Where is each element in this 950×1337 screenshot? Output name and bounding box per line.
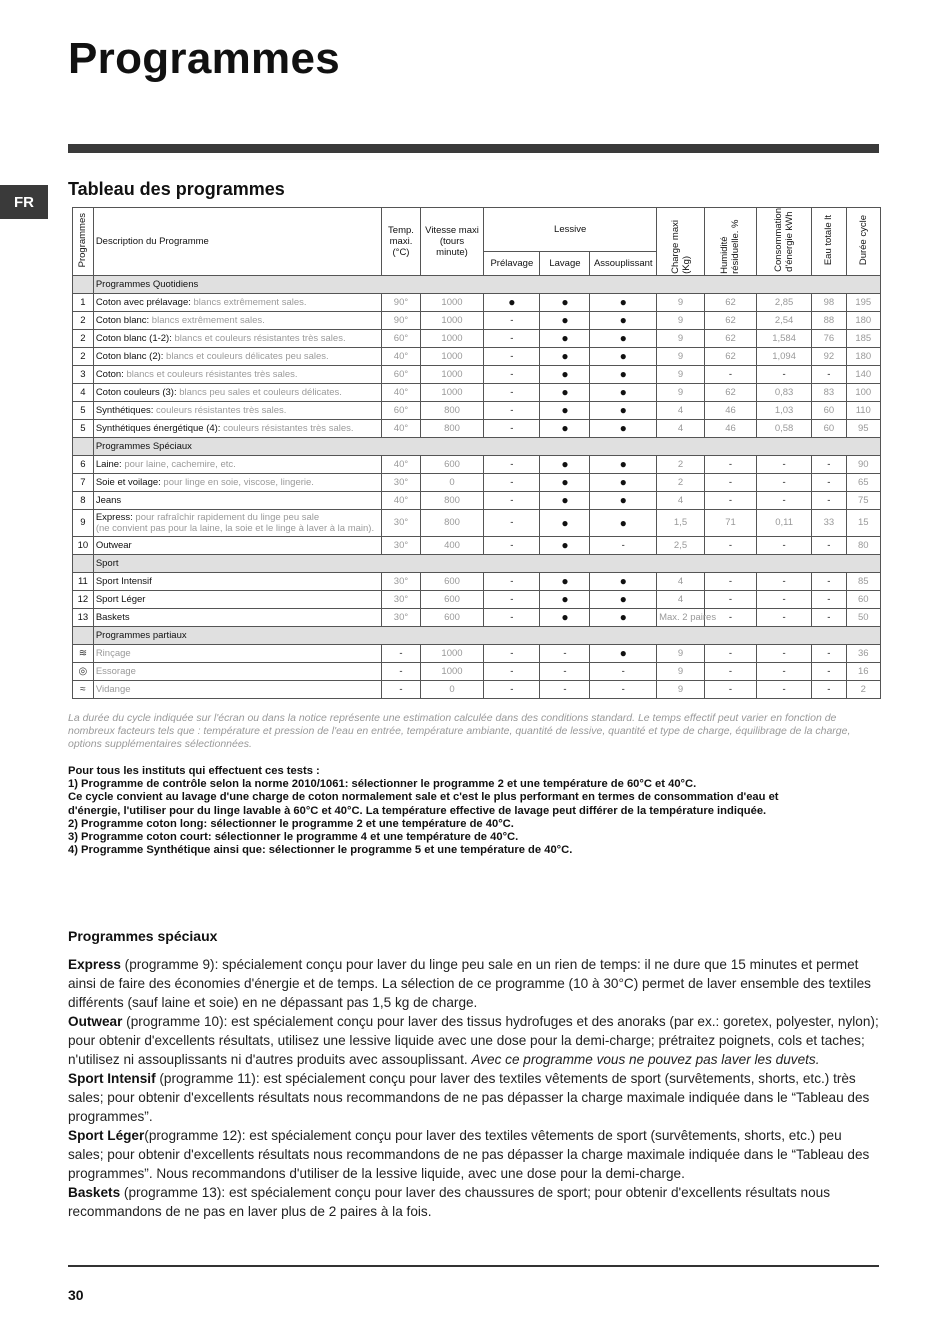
cell-conso: - <box>757 644 812 662</box>
col-lavage: Lavage <box>540 251 590 275</box>
cell-speed: 1000 <box>420 365 484 383</box>
test-line: 2) Programme coton long: sélectionner le programme 2 et une température de 40°C. <box>68 817 514 830</box>
cell-lav: ● <box>540 608 590 626</box>
cell-conso: 0,11 <box>757 509 812 536</box>
test-line: Ce cycle convient au lavage d'une charge de coton normalement sale et c'est le plus performant en termes de consommation d'eau et <box>68 791 779 804</box>
program-number: 2 <box>73 329 94 347</box>
cell-speed: 0 <box>420 680 484 698</box>
cell-temp: - <box>382 680 421 698</box>
test-line: Pour tous les instituts qui effectuent ces tests : <box>68 765 320 777</box>
cell-pre: - <box>484 536 540 554</box>
table-row <box>73 383 881 401</box>
cell-hum: - <box>704 473 756 491</box>
table-row <box>73 536 881 554</box>
table-row <box>73 311 881 329</box>
cell-temp: 40° <box>382 347 421 365</box>
cell-lav: ● <box>540 401 590 419</box>
cell-hum: - <box>704 455 756 473</box>
cell-duree: 90 <box>846 455 880 473</box>
cell-eau: - <box>812 590 846 608</box>
program-description: Laine: pour laine, cachemire, etc. <box>93 455 381 473</box>
cell-conso: 1,03 <box>757 401 812 419</box>
cell-temp: 40° <box>382 419 421 437</box>
cell-eau: - <box>812 455 846 473</box>
cell-pre: - <box>484 590 540 608</box>
cell-pre: - <box>484 311 540 329</box>
table-row <box>73 572 881 590</box>
program-description: Sport Léger <box>93 590 381 608</box>
cell-pre: - <box>484 401 540 419</box>
cell-ass: ● <box>590 644 657 662</box>
cell-ass: ● <box>590 365 657 383</box>
col-prelavage: Prélavage <box>484 251 540 275</box>
cell-speed: 600 <box>420 590 484 608</box>
specials-heading: Programmes spéciaux <box>68 928 218 944</box>
cell-duree: 80 <box>846 536 880 554</box>
table-row <box>73 680 881 698</box>
cell-lav: ● <box>540 365 590 383</box>
cell-duree: 180 <box>846 311 880 329</box>
table-row <box>73 491 881 509</box>
cell-pre: - <box>484 347 540 365</box>
cell-lav: ● <box>540 572 590 590</box>
program-description: Baskets <box>93 608 381 626</box>
col-programmes: Programmes <box>73 208 94 276</box>
cell-pre: - <box>484 662 540 680</box>
cell-conso: - <box>757 590 812 608</box>
table-row <box>73 608 881 626</box>
cell-temp: - <box>382 662 421 680</box>
cell-ass: ● <box>590 329 657 347</box>
cell-speed: 800 <box>420 401 484 419</box>
cell-speed: 600 <box>420 608 484 626</box>
cell-pre: - <box>484 644 540 662</box>
cell-hum: 46 <box>704 419 756 437</box>
program-number: 13 <box>73 608 94 626</box>
cell-eau: - <box>812 644 846 662</box>
cell-eau: 76 <box>812 329 846 347</box>
title-divider <box>68 144 879 153</box>
cell-hum: 62 <box>704 347 756 365</box>
program-number: 1 <box>73 293 94 311</box>
cell-conso: - <box>757 536 812 554</box>
cell-duree: 60 <box>846 590 880 608</box>
cell-ass: ● <box>590 347 657 365</box>
cell-conso: 1,584 <box>757 329 812 347</box>
special-item: Sport Léger(programme 12): est spécialement conçu pour laver des textiles vêtements de sport (survêtements, shorts, etc.) peu sales; pour obtenir d'excellents résultats nous recommandons de ne pas dépasser la charge maximale indiquée dans le “Tableau des programmes”. Nous recommandons d'utiliser de la lessive liquide, avec une dose pour la demi-charge. <box>68 1128 870 1181</box>
cell-charge: 9 <box>657 680 705 698</box>
special-item: Sport Intensif (programme 11): est spécialement conçu pour laver des textiles vêtements de sport (survêtements, shorts, etc.) très sales; pour obtenir d'excellents résultats nous recommandons de ne pas dépasser la charge maximale indiquée dans le “Tableau des programmes”. <box>68 1071 870 1124</box>
cell-pre: - <box>484 419 540 437</box>
cell-lav: ● <box>540 347 590 365</box>
cell-lav: ● <box>540 491 590 509</box>
col-charge: Charge maxi (Kg) <box>657 208 705 276</box>
special-item: Outwear (programme 10): est spécialement conçu pour laver des tissus hydrofuges et des anoraks (par ex.: goretex, polyester, nylon); pour obtenir d'excellents résultats, utilisez une lessive liquide avec une dose pour la demi-charge; prétraitez poignets, cols et taches; n'utilisez ni assouplissants ni d'autres produits avec assouplissant. Avec ce programme vous ne pouvez pas laver les duvets. <box>68 1014 879 1067</box>
cell-speed: 800 <box>420 419 484 437</box>
cell-eau: 98 <box>812 293 846 311</box>
table-row <box>73 365 881 383</box>
col-conso: Consommation d'énergie kWh <box>757 208 812 276</box>
program-description: Express: pour rafraîchir rapidement du linge peu sale (ne convient pas pour la laine, la soie et le linge à laver à la main). <box>93 509 381 536</box>
cell-ass: ● <box>590 455 657 473</box>
table-row <box>73 455 881 473</box>
table-row <box>73 401 881 419</box>
cell-eau: - <box>812 680 846 698</box>
program-number <box>73 662 94 680</box>
program-number: 6 <box>73 455 94 473</box>
cell-ass: - <box>590 680 657 698</box>
cell-duree: 75 <box>846 491 880 509</box>
section-row <box>73 437 881 455</box>
cell-charge: 9 <box>657 347 705 365</box>
cell-temp: 30° <box>382 572 421 590</box>
program-description: Vidange <box>93 680 381 698</box>
program-description: Coton avec prélavage: blancs extrêmement sales. <box>93 293 381 311</box>
cell-lav: ● <box>540 455 590 473</box>
cell-hum: 71 <box>704 509 756 536</box>
cell-temp: 90° <box>382 311 421 329</box>
program-description: Essorage <box>93 662 381 680</box>
table-row <box>73 662 881 680</box>
cell-pre: ● <box>484 293 540 311</box>
cell-eau: - <box>812 473 846 491</box>
cell-conso: - <box>757 455 812 473</box>
test-instructions <box>68 765 880 857</box>
test-line: 4) Programme Synthétique ainsi que: sélectionner le programme 5 et une température de 40°C. <box>68 844 573 857</box>
table-row <box>73 473 881 491</box>
program-description: Coton: blancs et couleurs résistantes très sales. <box>93 365 381 383</box>
cell-eau: 88 <box>812 311 846 329</box>
table-row <box>73 590 881 608</box>
cell-speed: 800 <box>420 509 484 536</box>
cell-conso: 0,58 <box>757 419 812 437</box>
program-description: Coton blanc (1-2): blancs et couleurs résistantes très sales. <box>93 329 381 347</box>
table-row <box>73 347 881 365</box>
cell-temp: 40° <box>382 491 421 509</box>
program-number: 3 <box>73 365 94 383</box>
cell-duree: 185 <box>846 329 880 347</box>
cell-duree: 16 <box>846 662 880 680</box>
special-item: Express (programme 9): spécialement conçu pour laver du linge peu sale en un rien de temps: il ne dure que 15 minutes et permet ainsi de faire des économies d'énergie et de temps. La sélection de ce programme (10 à 30°C) permet de laver ensemble des textiles différents (sauf laine et soie) en ne dépassant pas 1,5 kg de charge. <box>68 957 871 1010</box>
program-number <box>73 680 94 698</box>
special-item: Baskets (programme 13): est spécialement conçu pour laver des chaussures de sport; pour obtenir d'excellents résultats nous recommandons de ne pas en laver plus de 2 paires à la fois. <box>68 1185 830 1219</box>
program-number <box>73 644 94 662</box>
cell-lav: ● <box>540 329 590 347</box>
cell-ass: ● <box>590 590 657 608</box>
cell-duree: 100 <box>846 383 880 401</box>
cell-temp: 30° <box>382 608 421 626</box>
cell-ass: - <box>590 536 657 554</box>
cell-speed: 0 <box>420 473 484 491</box>
rinse-icon: ≋ <box>78 647 88 659</box>
cell-speed: 1000 <box>420 293 484 311</box>
table-row <box>73 419 881 437</box>
cell-lav: ● <box>540 473 590 491</box>
cell-pre: - <box>484 509 540 536</box>
cell-hum: 62 <box>704 329 756 347</box>
cell-eau: - <box>812 662 846 680</box>
cell-charge: 4 <box>657 590 705 608</box>
cell-ass: ● <box>590 509 657 536</box>
cell-temp: 40° <box>382 383 421 401</box>
cell-temp: 40° <box>382 455 421 473</box>
program-number: 7 <box>73 473 94 491</box>
cell-ass: - <box>590 662 657 680</box>
col-lessive: Lessive <box>484 208 657 252</box>
program-description: Synthétiques énergétique (4): couleurs résistantes très sales. <box>93 419 381 437</box>
cell-conso: - <box>757 680 812 698</box>
cell-conso: - <box>757 608 812 626</box>
cell-pre: - <box>484 473 540 491</box>
cell-lav: - <box>540 644 590 662</box>
section-label: Sport <box>93 554 880 572</box>
cell-conso: - <box>757 572 812 590</box>
cell-duree: 85 <box>846 572 880 590</box>
cell-ass: ● <box>590 608 657 626</box>
cycle-duration-note: La durée du cycle indiquée sur l'écran ou dans la notice représente une estimation calculée dans des conditions standard. Le temps effectif peut varier en fonction de nombreux facteurs tels que : température et pression de l'eau en entrée, température ambiante, quantité de lessive, quantité et type de charge, équilibrage de la charge, options supplémentaires sélectionnées. <box>68 712 851 750</box>
program-number: 5 <box>73 401 94 419</box>
cell-ass: ● <box>590 473 657 491</box>
cell-temp: - <box>382 644 421 662</box>
cell-lav: - <box>540 680 590 698</box>
cell-speed: 600 <box>420 572 484 590</box>
cell-pre: - <box>484 608 540 626</box>
language-tab: FR <box>0 185 48 219</box>
cell-lav: - <box>540 662 590 680</box>
cell-charge: 9 <box>657 329 705 347</box>
specials-list <box>68 955 880 1221</box>
col-duree: Durée cycle <box>846 208 880 276</box>
cell-duree: 36 <box>846 644 880 662</box>
test-line: 1) Programme de contrôle selon la norme 2010/1061: sélectionner le programme 2 et une température de 60°C et 40°C. <box>68 778 697 791</box>
col-eau: Eau totale lt <box>812 208 846 276</box>
test-line: 3) Programme coton court: sélectionner le programme 4 et une température de 40°C. <box>68 831 519 844</box>
program-number: 11 <box>73 572 94 590</box>
cell-hum: 62 <box>704 383 756 401</box>
cell-hum: 62 <box>704 293 756 311</box>
program-description: Soie et voilage: pour linge en soie, viscose, lingerie. <box>93 473 381 491</box>
program-number: 10 <box>73 536 94 554</box>
cell-duree: 50 <box>846 608 880 626</box>
table-row <box>73 293 881 311</box>
cell-lav: ● <box>540 293 590 311</box>
page-title: Programmes <box>68 34 341 83</box>
section-row <box>73 275 881 293</box>
cell-conso: - <box>757 473 812 491</box>
cell-lav: ● <box>540 536 590 554</box>
cell-hum: - <box>704 572 756 590</box>
cell-duree: 110 <box>846 401 880 419</box>
cell-eau: 83 <box>812 383 846 401</box>
cell-charge: 9 <box>657 365 705 383</box>
cell-conso: 0,83 <box>757 383 812 401</box>
program-number: 2 <box>73 311 94 329</box>
cell-temp: 30° <box>382 536 421 554</box>
cell-charge: 2 <box>657 473 705 491</box>
program-description: Coton blanc: blancs extrêmement sales. <box>93 311 381 329</box>
cell-lav: ● <box>540 383 590 401</box>
cell-hum: - <box>704 365 756 383</box>
cell-speed: 600 <box>420 455 484 473</box>
programmes-table <box>72 207 881 699</box>
cell-speed: 400 <box>420 536 484 554</box>
cell-duree: 15 <box>846 509 880 536</box>
cell-ass: ● <box>590 311 657 329</box>
cell-hum: - <box>704 536 756 554</box>
cell-duree: 195 <box>846 293 880 311</box>
col-speed: Vitesse maxi (tours minute) <box>420 208 484 276</box>
col-description: Description du Programme <box>93 208 381 276</box>
cell-duree: 95 <box>846 419 880 437</box>
cell-conso: - <box>757 491 812 509</box>
cell-speed: 1000 <box>420 347 484 365</box>
cell-eau: - <box>812 608 846 626</box>
cell-temp: 90° <box>382 293 421 311</box>
program-description: Coton blanc (2): blancs et couleurs délicates peu sales. <box>93 347 381 365</box>
cell-hum: - <box>704 644 756 662</box>
program-number: 8 <box>73 491 94 509</box>
cell-charge: 9 <box>657 644 705 662</box>
cell-hum: - <box>704 590 756 608</box>
cell-speed: 1000 <box>420 662 484 680</box>
cell-charge: 9 <box>657 383 705 401</box>
cell-ass: ● <box>590 293 657 311</box>
cell-temp: 60° <box>382 329 421 347</box>
program-description: Jeans <box>93 491 381 509</box>
program-description: Coton couleurs (3): blancs peu sales et couleurs délicates. <box>93 383 381 401</box>
cell-duree: 2 <box>846 680 880 698</box>
table-row <box>73 329 881 347</box>
cell-conso: 1,094 <box>757 347 812 365</box>
section-label: Programmes Quotidiens <box>93 275 880 293</box>
section-row <box>73 554 881 572</box>
cell-conso: - <box>757 662 812 680</box>
cell-speed: 800 <box>420 491 484 509</box>
cell-ass: ● <box>590 572 657 590</box>
cell-charge: 1,5 <box>657 509 705 536</box>
cell-charge: Max. 2 paires <box>657 608 705 626</box>
cell-temp: 60° <box>382 365 421 383</box>
cell-conso: - <box>757 365 812 383</box>
cell-duree: 65 <box>846 473 880 491</box>
section-label: Programmes Spéciaux <box>93 437 880 455</box>
cell-charge: 2 <box>657 455 705 473</box>
col-temp: Temp. maxi. (°C) <box>382 208 421 276</box>
table-row <box>73 509 881 536</box>
cell-charge: 4 <box>657 572 705 590</box>
cell-hum: - <box>704 608 756 626</box>
cell-temp: 60° <box>382 401 421 419</box>
cell-eau: - <box>812 536 846 554</box>
cell-charge: 2,5 <box>657 536 705 554</box>
cell-temp: 30° <box>382 509 421 536</box>
cell-ass: ● <box>590 401 657 419</box>
cell-conso: 2,85 <box>757 293 812 311</box>
cell-eau: 33 <box>812 509 846 536</box>
cell-conso: 2,54 <box>757 311 812 329</box>
cell-pre: - <box>484 329 540 347</box>
cell-speed: 1000 <box>420 329 484 347</box>
cell-pre: - <box>484 365 540 383</box>
cell-charge: 9 <box>657 662 705 680</box>
cell-speed: 1000 <box>420 383 484 401</box>
table-row <box>73 644 881 662</box>
test-line: d'énergie, l'utiliser pour du linge lavable à 60°C et 40°C. La température effective de lavage peut différer de la température indiquée. <box>68 804 767 817</box>
cell-lav: ● <box>540 311 590 329</box>
cell-lav: ● <box>540 419 590 437</box>
section-label: Programmes partiaux <box>93 626 880 644</box>
program-number: 5 <box>73 419 94 437</box>
program-number: 2 <box>73 347 94 365</box>
cell-pre: - <box>484 383 540 401</box>
cell-pre: - <box>484 455 540 473</box>
cell-temp: 30° <box>382 590 421 608</box>
cell-charge: 4 <box>657 491 705 509</box>
cell-eau: - <box>812 365 846 383</box>
cell-hum: - <box>704 680 756 698</box>
program-description: Synthétiques: couleurs résistantes très sales. <box>93 401 381 419</box>
cell-hum: - <box>704 491 756 509</box>
col-humidite: Humidité résiduelle. % <box>704 208 756 276</box>
cell-pre: - <box>484 680 540 698</box>
program-description: Rinçage <box>93 644 381 662</box>
section-row <box>73 626 881 644</box>
cell-speed: 1000 <box>420 311 484 329</box>
cell-eau: - <box>812 491 846 509</box>
cell-speed: 1000 <box>420 644 484 662</box>
cell-charge: 4 <box>657 401 705 419</box>
cell-ass: ● <box>590 491 657 509</box>
cell-lav: ● <box>540 509 590 536</box>
drain-icon: ≈ <box>80 683 86 695</box>
cell-ass: ● <box>590 383 657 401</box>
cell-charge: 4 <box>657 419 705 437</box>
program-description: Sport Intensif <box>93 572 381 590</box>
cell-ass: ● <box>590 419 657 437</box>
col-assouplissant: Assouplissant <box>590 251 657 275</box>
cell-eau: 92 <box>812 347 846 365</box>
cell-hum: - <box>704 662 756 680</box>
cell-charge: 9 <box>657 293 705 311</box>
cell-charge: 9 <box>657 311 705 329</box>
cell-lav: ● <box>540 590 590 608</box>
cell-eau: 60 <box>812 419 846 437</box>
cell-pre: - <box>484 491 540 509</box>
footer-divider <box>68 1265 879 1267</box>
program-number: 9 <box>73 509 94 536</box>
cell-duree: 180 <box>846 347 880 365</box>
cell-eau: 60 <box>812 401 846 419</box>
page-number: 30 <box>68 1287 84 1303</box>
cell-temp: 30° <box>382 473 421 491</box>
cell-pre: - <box>484 572 540 590</box>
program-number: 12 <box>73 590 94 608</box>
spin-icon: ◎ <box>78 665 88 677</box>
program-description: Outwear <box>93 536 381 554</box>
cell-eau: - <box>812 572 846 590</box>
program-number: 4 <box>73 383 94 401</box>
cell-duree: 140 <box>846 365 880 383</box>
cell-hum: 46 <box>704 401 756 419</box>
cell-hum: 62 <box>704 311 756 329</box>
table-title: Tableau des programmes <box>68 179 285 199</box>
